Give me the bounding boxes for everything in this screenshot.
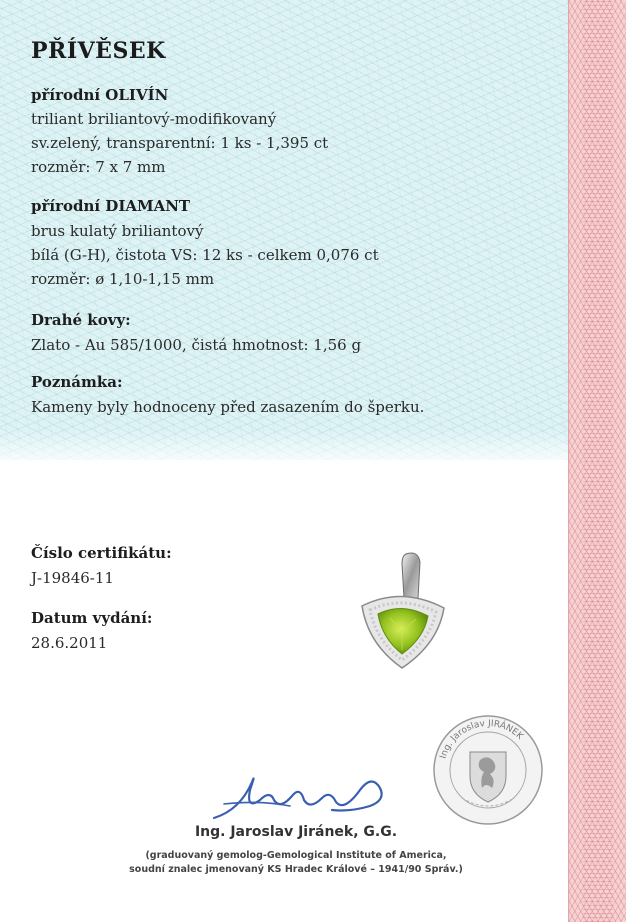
document-title: PŘÍVĚSEK [31,38,166,64]
security-strip [568,0,626,922]
kovy-heading: Drahé kovy: [31,311,131,329]
pendant-photo [340,540,465,680]
signer-credentials: (graduovaný gemolog-Gemological Institute of America, [145,850,447,861]
poznamka-heading: Poznámka: [31,373,123,391]
certificate-number-label: Číslo certifikátu: [31,544,172,562]
stamp-text: Ing. Jaroslav JIRÁNEK [438,718,525,760]
olivin-line: sv.zelený, transparentní: 1 ks - 1,395 ct [31,134,329,152]
diamant-line: brus kulatý briliantový [31,222,204,240]
certificate-number-value: J-19846-11 [31,569,114,587]
signer-name: Ing. Jaroslav Jiránek, G.G. [194,824,398,840]
issue-date-label: Datum vydání: [31,609,153,627]
background-fade [0,430,568,470]
olivin-line: triliant briliantový-modifikovaný [31,110,277,128]
olivin-heading: přírodní OLIVÍN [31,86,169,104]
poznamka-line: Kameny byly hodnoceny před zasazením do šperku. [31,398,425,416]
diamant-line: bílá (G-H), čistota VS: 12 ks - celkem 0,076 ct [31,246,379,264]
olivin-line: rozměr: 7 x 7 mm [31,158,166,176]
signer-appointment: soudní znalec jmenovaný KS Hradec Králové – 1941/90 Správ.) [129,864,463,875]
security-strip-pattern [583,0,613,922]
diamant-line: rozměr: ø 1,10-1,15 mm [31,270,215,288]
issue-date-value: 28.6.2011 [31,634,108,652]
official-stamp [432,714,544,826]
diamant-heading: přírodní DIAMANT [31,197,191,215]
kovy-line: Zlato - Au 585/1000, čistá hmotnost: 1,56 g [31,336,362,354]
